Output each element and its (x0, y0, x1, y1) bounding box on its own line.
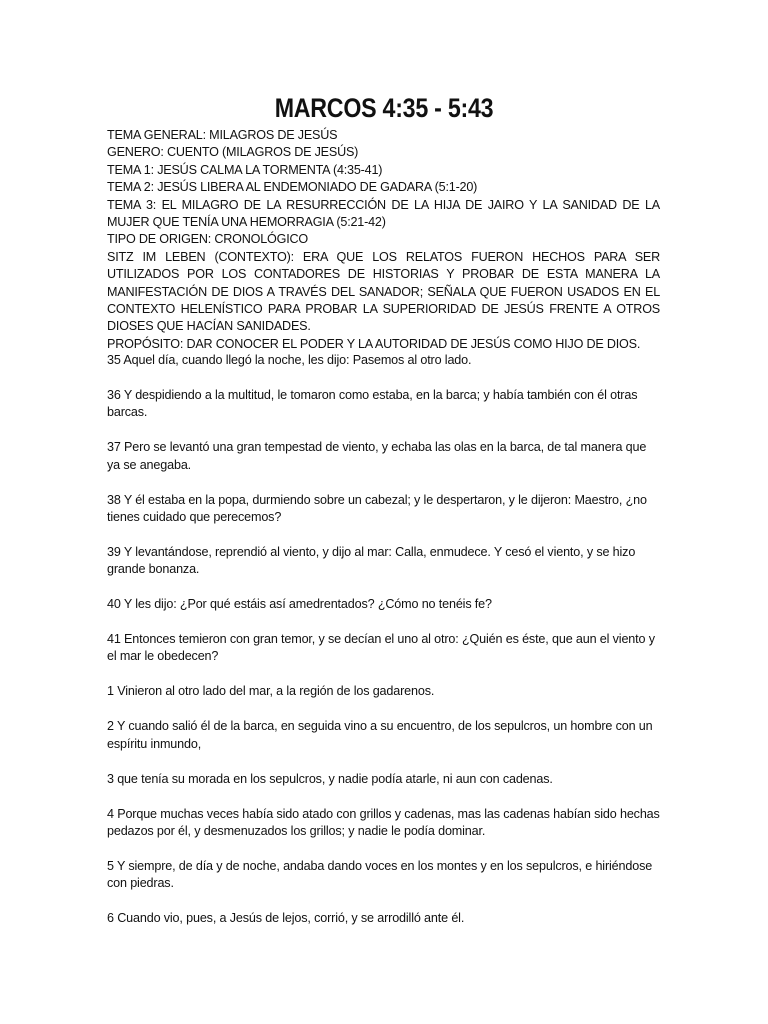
verse-5-5: 5 Y siempre, de día y de noche, andaba dando voces en los montes y en los sepulcros, e hiriéndose con piedras. (107, 858, 653, 891)
header-theme-3: TEMA 3: EL MILAGRO DE LA RESURRECCIÓN DE LA HIJA DE JAIRO Y LA SANIDAD DE LA MUJER QUE TENÍA UNA HEMORRAGIA (5:21-42) (107, 197, 660, 230)
verse-5-3: 3 que tenía su morada en los sepulcros, y nadie podía atarle, ni aun con cadenas. (107, 771, 553, 786)
header-theme-2: TEMA 2: JESÚS LIBERA AL ENDEMONIADO DE GADARA (5:1-20) (107, 180, 478, 195)
verse-5-1: 1 Vinieron al otro lado del mar, a la región de los gadarenos. (107, 684, 435, 699)
verse-5-4: 4 Porque muchas veces había sido atado con grillos y cadenas, mas las cadenas habían sido hechas pedazos por él, y desmenuzados los grillos; y nadie le podía dominar. (107, 806, 660, 838)
document-title: MARCOS 4:35 - 5:43 (274, 93, 494, 123)
verse-4-39: 39 Y levantándose, reprendió al viento, y dijo al mar: Calla, enmudece. Y cesó el viento, y se hizo grande bonanza. (107, 544, 636, 577)
verse-5-6: 6 Cuando vio, pues, a Jesús de lejos, corrió, y se arrodilló ante él. (107, 911, 465, 926)
header-sitz-im-leben: SITZ IM LEBEN (CONTEXTO): ERA QUE LOS RELATOS FUERON HECHOS PARA SER UTILIZADOS POR LOS CONTADORES DE HISTORIAS Y PROBAR DE ESTA MANERA LA MANIFESTACIÓN DE DIOS A TRAVÉS DEL SANADOR; SEÑALA QUE FUERON USADOS EN EL CONTEXTO HELENÍSTICO PARA PROBAR LA SUPERIORIDAD DE JESÚS FRENTE A OTROS DIOSES QUE HACÍAN SANIDADES. (107, 249, 660, 334)
verse-list (107, 352, 660, 945)
verse-4-37: 37 Pero se levantó una gran tempestad de viento, y echaba las olas en la barca, de tal manera que ya se anegaba. (107, 440, 647, 472)
header-origin-type: TIPO DE ORIGEN: CRONOLÓGICO (107, 232, 309, 247)
verse-4-36: 36 Y despidiendo a la multitud, le tomaron como estaba, en la barca; y había también con él otras barcas. (107, 387, 638, 420)
header-general-theme: TEMA GENERAL: MILAGROS DE JESÚS (107, 128, 338, 142)
header-theme-1: TEMA 1: JESÚS CALMA LA TORMENTA (4:35-41) (107, 162, 383, 177)
verse-5-2: 2 Y cuando salió él de la barca, en seguida vino a su encuentro, de los sepulcros, un hombre con un espíritu inmundo, (107, 719, 653, 751)
verse-4-40: 40 Y les dijo: ¿Por qué estáis así amedrentados? ¿Cómo no tenéis fe? (107, 597, 492, 612)
verse-4-38: 38 Y él estaba en la popa, durmiendo sobre un cabezal; y le despertaron, y le dijeron: Maestro, ¿no tienes cuidado que perecemos? (107, 492, 647, 524)
verse-4-35: 35 Aquel día, cuando llegó la noche, les dijo: Pasemos al otro lado. (107, 353, 472, 367)
header-purpose: PROPÓSITO: DAR CONOCER EL PODER Y LA AUTORIDAD DE JESÚS COMO HIJO DE DIOS. (107, 336, 641, 351)
verse-4-41: 41 Entonces temieron con gran temor, y se decían el uno al otro: ¿Quién es éste, que aun el viento y el mar le obedecen? (107, 632, 655, 664)
header-genre: GENERO: CUENTO (MILAGROS DE JESÚS) (107, 145, 359, 160)
header-block (107, 127, 660, 353)
